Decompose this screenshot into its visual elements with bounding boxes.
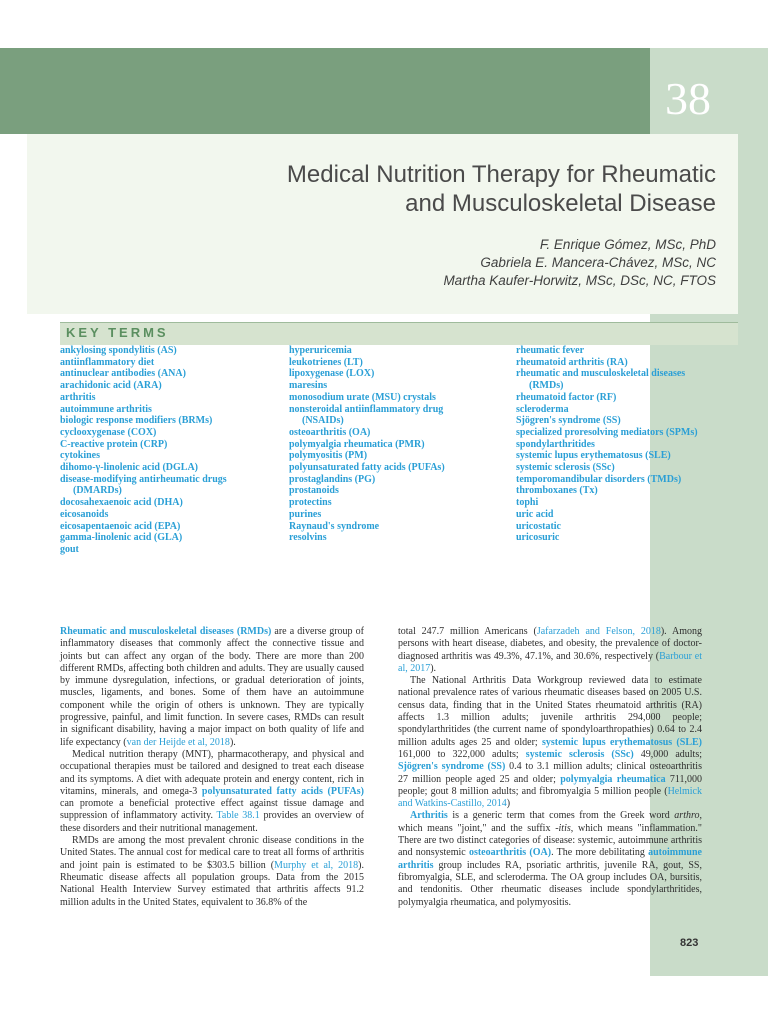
- key-term-item[interactable]: polymyalgia rheumatica (PMR): [289, 438, 425, 450]
- key-term-item[interactable]: arthritis: [60, 391, 96, 403]
- key-terms-heading: KEY TERMS: [66, 325, 169, 340]
- key-term-item[interactable]: uric acid: [516, 508, 554, 520]
- key-term-item[interactable]: nonsteroidal antiinflammatory drug: [289, 403, 444, 415]
- key-term-item[interactable]: resolvins: [289, 532, 327, 544]
- key-term-item[interactable]: ankylosing spondylitis (AS): [60, 345, 177, 356]
- page-number: 823: [680, 937, 699, 949]
- chapter-number: 38: [665, 73, 711, 124]
- body-paragraph: Arthritis is a generic term that comes from the Greek word arthro, which means "joint," and the suffix -itis, which means "inflammation." There are two distinct categories of disease: systemic, autoimmune arthritis and nonsystemic osteoarthritis (OA). The more debilitating autoimmune arthritis group includes RA, psoriatic arthritis, juvenile RA, gout, SS, fibromyalgia, SLE, and scleroderma. The OA group includes OA, bursitis, and tendonitis. Other rheumatic diseases include spondylarthritides, polymyalgia rheumatica, and polymyositis.: [398, 810, 702, 908]
- key-term-item[interactable]: cytokines: [60, 450, 100, 462]
- key-term-item[interactable]: C-reactive protein (CRP): [60, 438, 168, 450]
- key-term-item[interactable]: lipoxygenase (LOX): [289, 368, 375, 380]
- chapter-title-line-2: and Musculoskeletal Disease: [405, 190, 716, 217]
- table-reference-link[interactable]: Table 38.1: [216, 810, 260, 822]
- key-term-item[interactable]: docosahexaenoic acid (DHA): [60, 497, 183, 509]
- body-paragraph: total 247.7 million Americans (Jafarzadeh and Felson, 2018). Among persons with heart disease, diabetes, and obesity, the prevalence of doctor-diagnosed arthritis was 49.3%, 47.1%, and 30.6%, respectively (Barbour et al, 2017).: [398, 626, 702, 674]
- author: F. Enrique Gómez, MSc, PhD: [539, 237, 716, 252]
- citation-link[interactable]: Barbour et al, 2017: [398, 650, 702, 674]
- key-term-item[interactable]: rheumatoid factor (RF): [516, 391, 617, 403]
- key-term-item[interactable]: antiinflammatory diet: [60, 356, 155, 368]
- key-term-item[interactable]: rheumatic fever: [516, 345, 585, 356]
- key-term-item[interactable]: Sjögren's syndrome (SS): [516, 415, 621, 427]
- key-term-link[interactable]: autoimmune arthritis: [398, 847, 702, 871]
- body-paragraph: Rheumatic and musculoskeletal diseases (RMDs) are a diverse group of inflammatory diseases that commonly affect the connective tissue and joints but can affect any organ of the body. There are more than 200 different RMDs, affecting both children and adults. They are usually caused by immune dysregulation, infections, or gradual deterioration of joints, muscles, ligaments, and bones. Some of them have an autoimmune component while the origin of others is unknown. They are typically progressive, painful, and limit function. In severe cases, RMDs can result in significant disability, having a major impact on both quality of life and life expectancy (van der Heijde et al, 2018).: [60, 626, 364, 748]
- key-terms-column-3: [516, 345, 698, 544]
- key-term-item[interactable]: osteoarthritis (OA): [289, 426, 371, 438]
- key-term-item[interactable]: antinuclear antibodies (ANA): [60, 368, 186, 380]
- key-term-item[interactable]: eicosapentaenoic acid (EPA): [60, 520, 181, 532]
- key-term-item[interactable]: spondylarthritides: [516, 438, 595, 450]
- body-column-left: [60, 626, 364, 909]
- key-term-link[interactable]: osteoarthritis (OA): [468, 847, 552, 859]
- body-paragraph: The National Arthritis Data Workgroup reviewed data to estimate national prevalence rates of various rheumatic diseases based on 2005 U.S. census data, finding that in the United States rheumatoid arthritis (RA) affects 1.3 million adults; juvenile arthritis 294,000 people; spondylarthritides (the current name of spondyloarthropathies) 0.64 to 2.4 million adults ages 25 and older; systemic lupus erythematosus (SLE) 161,000 to 322,000 adults; systemic sclerosis (SSc) 49,000 adults; Sjögren's syndrome (SS) 0.4 to 3.1 million adults; clinical osteoarthritis 27 million people aged 25 and older; polymyalgia rheumatica 711,000 people; gout 8 million adults; and fibromyalgia 5 million people (Helmick and Watkins-Castillo, 2014): [398, 675, 702, 810]
- author: Martha Kaufer-Horwitz, MSc, DSc, NC, FTOS: [443, 273, 716, 288]
- chapter-title-line-1: Medical Nutrition Therapy for Rheumatic: [286, 161, 716, 188]
- key-term-item[interactable]: systemic lupus erythematosus (SLE): [516, 450, 671, 462]
- key-term-item[interactable]: maresins: [289, 380, 328, 392]
- key-term-item[interactable]: polymyositis (PM): [289, 450, 368, 462]
- key-term-link[interactable]: Rheumatic and musculoskeletal diseases (RMDs): [60, 626, 272, 637]
- key-term-item[interactable]: protectins: [289, 497, 332, 509]
- body-paragraph: RMDs are among the most prevalent chronic disease conditions in the United States. The annual cost for medical care to treat all forms of arthritis and joint pain is estimated to be $303.5 billion (Murphy et al, 2018). Rheumatic disease affects all population groups. Data from the 2015 National Health Interview Survey estimated that arthritis affects 91.2 million adults in the United States, equivalent to 36.8% of the: [60, 835, 365, 908]
- key-term-item[interactable]: eicosanoids: [60, 508, 109, 520]
- key-term-item[interactable]: (RMDs): [529, 380, 564, 392]
- key-term-link[interactable]: systemic lupus erythematosus (SLE): [541, 736, 702, 748]
- key-term-item[interactable]: prostanoids: [289, 485, 339, 497]
- key-term-item[interactable]: monosodium urate (MSU) crystals: [289, 391, 436, 403]
- key-term-item[interactable]: disease-modifying antirheumatic drugs: [60, 473, 227, 485]
- key-term-item[interactable]: uricostatic: [516, 520, 561, 532]
- key-term-item[interactable]: Raynaud's syndrome: [289, 520, 380, 532]
- key-term-item[interactable]: polyunsaturated fatty acids (PUFAs): [289, 462, 445, 474]
- author: Gabriela E. Mancera-Chávez, MSc, NC: [480, 255, 716, 270]
- key-terms-column-1: [60, 345, 227, 556]
- key-term-item[interactable]: rheumatic and musculoskeletal diseases: [516, 368, 686, 380]
- key-term-item[interactable]: thromboxanes (Tx): [516, 485, 598, 497]
- key-term-item[interactable]: prostaglandins (PG): [289, 473, 376, 485]
- key-term-link[interactable]: polyunsaturated fatty acids (PUFAs): [201, 785, 364, 797]
- key-term-link[interactable]: Sjögren's syndrome (SS): [398, 761, 506, 773]
- citation-link[interactable]: van der Heijde et al, 2018: [126, 736, 230, 748]
- body-column-right: [398, 626, 702, 909]
- key-term-item[interactable]: (NSAIDs): [302, 415, 344, 427]
- key-term-item[interactable]: hyperuricemia: [289, 345, 352, 356]
- citation-link[interactable]: Helmick and Watkins-Castillo, 2014: [398, 785, 702, 810]
- key-terms-column-2: [289, 345, 445, 544]
- key-term-item[interactable]: biologic response modifiers (BRMs): [60, 415, 213, 427]
- key-term-item[interactable]: purines: [289, 508, 322, 520]
- body-paragraph: Medical nutrition therapy (MNT), pharmacotherapy, and physical and occupational therapies must be tailored and designed to treat each disease and its symptoms. A diet with adequate protein and energy content, rich in vitamins, minerals, and omega-3 polyunsaturated fatty acids (PUFAs) can promote a beneficial protective effect against tissue damage and suppression of inflammatory activity. Table 38.1 provides an overview of these disorders and their nutritional management.: [60, 748, 364, 834]
- key-term-link[interactable]: systemic sclerosis (SSc): [525, 748, 634, 760]
- key-term-item[interactable]: (DMARDs): [73, 485, 122, 497]
- key-term-item[interactable]: dihomo-γ-linolenic acid (DGLA): [60, 462, 199, 474]
- key-term-item[interactable]: specialized proresolving mediators (SPMs): [516, 426, 698, 438]
- key-term-link[interactable]: polymyalgia rheumatica: [560, 773, 666, 785]
- citation-link[interactable]: Murphy et al, 2018: [274, 859, 359, 871]
- key-term-item[interactable]: arachidonic acid (ARA): [60, 380, 162, 392]
- key-term-item[interactable]: scleroderma: [516, 403, 569, 415]
- key-term-item[interactable]: temporomandibular disorders (TMDs): [516, 473, 682, 485]
- author-list: [196, 236, 716, 290]
- key-term-item[interactable]: gamma-linolenic acid (GLA): [60, 532, 183, 544]
- key-term-item[interactable]: systemic sclerosis (SSc): [516, 462, 615, 474]
- key-term-item[interactable]: tophi: [516, 497, 539, 509]
- key-term-link[interactable]: Arthritis: [410, 810, 448, 822]
- key-term-item[interactable]: gout: [60, 543, 79, 555]
- key-term-item[interactable]: autoimmune arthritis: [60, 403, 152, 415]
- header-band: [0, 48, 650, 134]
- chapter-title: [156, 160, 716, 218]
- key-term-item[interactable]: uricosuric: [516, 532, 560, 544]
- key-term-item[interactable]: rheumatoid arthritis (RA): [516, 356, 628, 368]
- citation-link[interactable]: Jafarzadeh and Felson, 2018: [536, 626, 661, 637]
- key-term-item[interactable]: leukotrienes (LT): [289, 356, 363, 368]
- key-term-item[interactable]: cyclooxygenase (COX): [60, 426, 157, 438]
